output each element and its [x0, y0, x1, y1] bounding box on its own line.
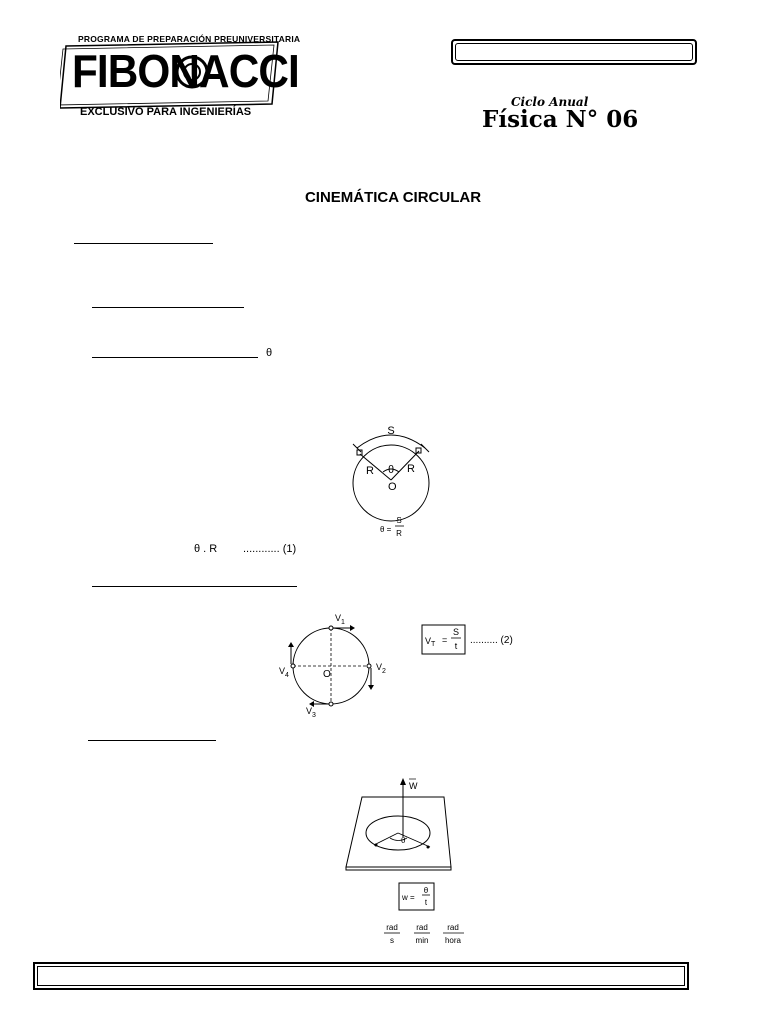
heading-line-5 [88, 740, 216, 741]
eq2-lhs: $V_T$ [425, 636, 436, 648]
brand-logo [60, 34, 301, 126]
arc-length-diagram [340, 420, 450, 545]
unit-2-den: min [415, 936, 429, 945]
unit-2-num: rad [416, 923, 428, 932]
angular-velocity-diagram [340, 775, 460, 875]
equation-2 [421, 624, 541, 656]
tangential-velocity-diagram [270, 608, 400, 723]
equation-3 [398, 882, 438, 912]
eq3-lhs: w = [402, 893, 415, 902]
formula-denominator: R [396, 529, 402, 538]
cycle-label: Ciclo Anual [511, 95, 589, 109]
eq2-ref: .......... (2) [470, 635, 513, 646]
angle-label: θ [388, 464, 395, 476]
theta-symbol: θ [266, 347, 273, 359]
center-label: O [323, 669, 331, 680]
arc-label: S [387, 425, 395, 437]
heading-line-1 [74, 243, 213, 244]
angular-units [380, 920, 470, 948]
center-label: O [388, 481, 397, 493]
eq3-numerator: θ [423, 886, 429, 895]
eq2-equals: = [442, 635, 448, 645]
angle-theta: θ [401, 836, 406, 845]
logo-bottom-text: EXCLUSIVO PARA INGENIERÍAS [80, 106, 252, 118]
heading-line-2 [92, 307, 244, 308]
formula-lhs: θ = [380, 525, 392, 534]
radius-left-label: R [366, 465, 374, 477]
v3-label: $V_3$ [306, 706, 316, 719]
page-title: CINEMÁTICA CIRCULAR [304, 189, 482, 206]
eq3-denominator: t [424, 898, 428, 907]
unit-3-num: rad [447, 923, 459, 932]
unit-1-num: rad [386, 923, 398, 932]
v1-label: $V_1$ [335, 613, 345, 626]
formula-numerator: S [396, 516, 402, 525]
eq2-denominator: t [454, 641, 458, 651]
v2-label: $V_2$ [376, 662, 386, 675]
heading-line-4 [92, 586, 297, 587]
unit-1-den: s [390, 936, 394, 945]
footer-frame [33, 962, 689, 990]
radius-right-label: R [407, 463, 415, 475]
equation-1: θ . R [194, 543, 218, 555]
header-name-box [451, 39, 697, 65]
heading-line-3 [92, 357, 258, 358]
subject-title: Física N° 06 [482, 106, 639, 133]
vector-w-label: W [409, 781, 418, 791]
eq2-numerator: S [452, 627, 460, 637]
logo-top-text: PROGRAMA DE PREPARACIÓN PREUNIVERSITARIA [78, 34, 301, 44]
unit-3-den: hora [444, 936, 462, 945]
logo-wordmark: FIBONACCI [72, 45, 299, 97]
v4-label: $V_4$ [279, 666, 289, 679]
equation-1-ref: ............ (1) [243, 543, 297, 555]
